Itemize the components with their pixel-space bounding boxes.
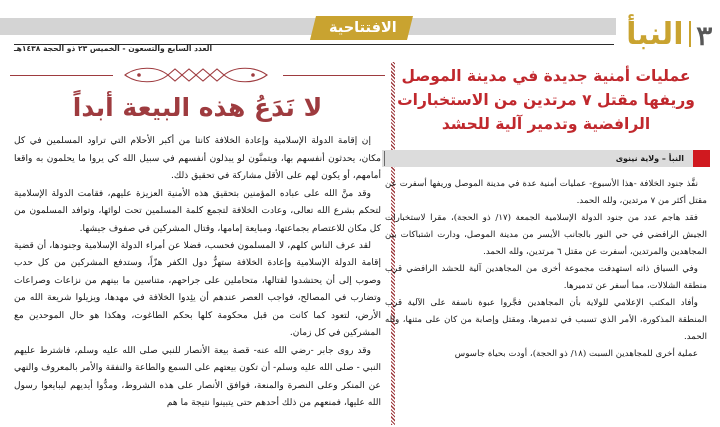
logo-divider-bar <box>689 21 691 47</box>
publication-logo-block[interactable] <box>626 10 712 50</box>
editorial-column <box>10 62 385 422</box>
editorial-paragraph: إن إقامة الدولة الإسلامية وإعادة الخلافة كانتا من أكبر الأحلام التي تراود المسلمين في كل مكان، يحدثون أنفسهم بها، ويتمنَّون لو يبذلون أنفسهم في سبيل الله كي يروا ما يحلمون به واقعا أمامهم، أو يكون لهم على الأقل مشاركة في تحقيق ذلك. <box>14 136 381 182</box>
editorial-paragraph: لقد عرف الناس كلهم، لا المسلمون فحسب، فضلا عن أمراء الدولة الإسلامية وجنودها، أن قضية إقامة الدولة الإسلامية وإعادة الخلافة ستهزُّ دول الكفر هزّاً، وستدفع المشركين من كل حدب وصوب إلى أن يحتشدوا لقتالها، متحاملين على جراحهم، متناسين ما بينهم من نزاعات وصراعات وتضارب في المصالح، فواجب العصر عندهم أن يئِدوا الخلافة في مهدها، ويزيلوا شريعة الله من الأرض، لتعود كما كانت من قبل محكومة كلها بحكم الطاغوت، وهكذا هو حال الموحدين مع المشركين في كل زمان. <box>14 240 381 339</box>
page-number: ٣ <box>696 21 714 52</box>
news-paragraph: فقد هاجم عدد من جنود الدولة الإسلامية الجمعة (١٧/ ذو الحجة)، مقرا لاستخبارات الجيش الرافضي في حي النور بالجانب الأيسر من مدينة الموصل، ودارت اشتباكات بين المجاهدين والمرتدين، أسفرت عن مقتل ٦ مرتدين، ولله الحمد. <box>385 212 707 257</box>
header-gray-band <box>0 18 616 35</box>
news-paragraph: نفَّذ جنود الخلافة -هذا الأسبوع- عمليات أمنية عدة في مدينة الموصل وريفها أسفرت عن مقتل أكثر من ٧ مرتدين، ولله الحمد. <box>385 179 707 207</box>
diamond-ornament-icon <box>113 64 283 86</box>
page-masthead <box>0 0 720 58</box>
news-column <box>382 62 710 422</box>
editorial-paragraph: وقد روى جابر -رضي الله عنه- قصة بيعة الأنصار للنبي صلى الله عليه وسلم، فاشترط عليهم النبي - صلى الله عليه وسلم- أن تكون بيعتهم على السمع والطاعة والنفقة والأمر بالمعروف والنهي عن المنكر وعلى النصرة والمنعة، فوافق الأنصار على هذه الشروط، ومدُّوا أيديهم ليبايعوا رسول الله عليها، فمنعهم من ذلك أحدهم حتى يتبينوا نتيجة ما هم <box>14 345 381 409</box>
byline-marker-icon <box>693 150 710 167</box>
news-headline: عمليات أمنية جديدة في مدينة الموصل وريفها مقتل ٧ مرتدين من الاستخبارات الرافضية وتدمير آلية للحشد <box>397 67 695 134</box>
news-byline-text: النبأ – ولاية نينوى <box>615 154 684 164</box>
news-paragraph: عملية أخرى للمجاهدين السبت (١٨/ ذو الحجة)، أودت بحياة جاسوس <box>454 348 698 359</box>
news-paragraph: وأفاد المكتب الإعلامي للولاية بأن المجاهدين فجَّروا عبوة ناسفة على الآلية قرب المنطقة المذكورة، الأمر الذي تسبب في تدميرها، ومقتل وإصابة من كان على متنها، ولله الحمد. <box>385 297 707 342</box>
publication-wordmark: النبأ <box>626 17 684 52</box>
news-body <box>382 176 710 363</box>
editorial-title: لا نَدَعُ هذه البيعة أبداً <box>72 93 323 122</box>
news-byline-bar <box>382 150 710 167</box>
section-tab-editorial[interactable] <box>310 16 413 40</box>
editorial-body <box>10 133 385 412</box>
news-paragraph: وفي السياق ذاته استهدفت مجموعة أخرى من المجاهدين آلية للحشد الرافضي قرب منطقة الشلالات، مما أسفر عن تدميرها. <box>385 263 707 291</box>
issue-date-text: العدد السابع والتسعون - الخميس ٢٣ ذو الحجة ١٤٣٨هـ <box>14 44 213 53</box>
editorial-paragraph: وقد منَّ الله على عباده المؤمنين بتحقيق هذه الأمنية العزيزة عليهم، فقامت الدولة الإسلامية لتحكم بشرع الله تعالى، وعادت الخلافة لتجمع كلمة المسلمين تحت لوائها، وتوافد المسلمون من كل مكان للاعتصام بجماعتها، ومبايعة إمامها، وقتال المشركين في صفوف جيشها. <box>14 188 381 234</box>
section-tab-label: الافتتاحية <box>329 20 397 36</box>
issue-date-line <box>14 36 304 55</box>
byline-endcap-rule <box>384 151 385 166</box>
editorial-ornament-row <box>10 62 385 88</box>
